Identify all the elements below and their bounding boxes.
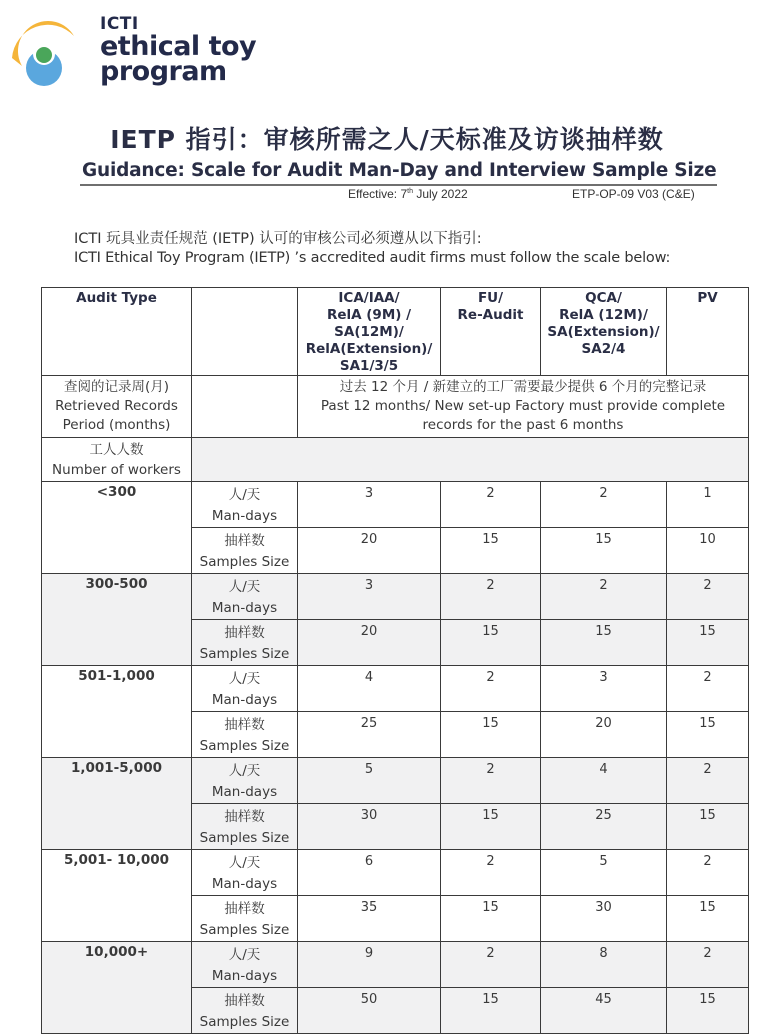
band-range: [42, 850, 192, 942]
metric-mandays-en: Man-days: [211, 876, 278, 892]
samples-value-text: 50: [360, 992, 378, 1007]
samples-value-text: 45: [595, 992, 612, 1007]
samples-value: [541, 896, 667, 942]
samples-value-text: 20: [595, 716, 612, 731]
metric-samples: [192, 896, 298, 942]
metric-samples-en: Samples Size: [199, 830, 290, 846]
column-header-qca: [541, 288, 667, 376]
icti-logo: [4, 10, 92, 98]
metric-mandays-en: Man-days: [211, 692, 278, 708]
column-header-fu: [441, 288, 541, 376]
records-label-en2: Period (months): [62, 417, 171, 433]
logo-green-dot: [36, 47, 52, 63]
samples-value-text: 15: [699, 808, 716, 823]
samples-value: [667, 804, 749, 850]
samples-value: [667, 988, 749, 1034]
band-range-label: 1,001-5,000: [70, 760, 162, 776]
mandays-value: [441, 482, 541, 528]
band-mandays-row: [42, 850, 749, 896]
audit-type-header: [42, 288, 192, 376]
samples-value-text: 15: [699, 992, 716, 1007]
metric-samples-en: Samples Size: [199, 738, 290, 754]
samples-value: [441, 988, 541, 1034]
samples-value-text: 10: [699, 532, 716, 547]
samples-value-text: 15: [699, 900, 716, 915]
samples-value-text: 15: [595, 532, 612, 547]
col-qca-line1: QCA/: [585, 290, 622, 306]
mandays-value: [441, 758, 541, 804]
metric-samples-cn: 抽样数: [224, 809, 265, 825]
mandays-value: [667, 666, 749, 712]
samples-value-text: 15: [482, 624, 499, 639]
brand-org: ICTI: [100, 14, 139, 34]
mandays-value-text: 6: [364, 854, 374, 869]
col-ica-line2: RelA (9M) /: [326, 307, 412, 323]
worker-bands: [42, 482, 749, 1034]
logo-mark-icon: [4, 10, 92, 98]
metric-samples-en: Samples Size: [199, 554, 290, 570]
band-mandays-row: [42, 574, 749, 620]
col-fu-line2: Re-Audit: [457, 307, 524, 323]
metric-samples: [192, 712, 298, 758]
metric-mandays: [192, 482, 298, 528]
audit-scale-table: [41, 287, 749, 1034]
records-label-cn: 查阅的记录周(月): [63, 379, 170, 395]
mandays-value-text: 8: [599, 946, 608, 961]
metric-samples-en: Samples Size: [199, 922, 290, 938]
band-range-label: 501-1,000: [78, 668, 155, 684]
mandays-value: [298, 850, 441, 896]
mandays-value-text: 2: [703, 854, 712, 869]
page-title-en: Guidance: Scale for Audit Man-Day and Interview Sample Size: [82, 160, 717, 181]
metric-mandays-en: Man-days: [211, 968, 278, 984]
mandays-value-text: 4: [364, 670, 374, 685]
samples-value-text: 30: [595, 900, 612, 915]
column-header-pv: [667, 288, 749, 376]
samples-value-text: 15: [699, 624, 716, 639]
mandays-value: [667, 574, 749, 620]
metric-mandays-cn: 人/天: [228, 579, 261, 595]
metric-mandays: [192, 850, 298, 896]
mandays-value-text: 2: [486, 854, 495, 869]
mandays-value-text: 2: [599, 578, 608, 593]
records-value-en2: records for the past 6 months: [422, 417, 624, 433]
mandays-value-text: 2: [486, 578, 495, 593]
band-range: [42, 482, 192, 574]
samples-value: [441, 712, 541, 758]
metric-samples-cn: 抽样数: [224, 993, 265, 1009]
records-value-en1: Past 12 months/ New set-up Factory must provide complete: [320, 398, 726, 414]
samples-value: [298, 896, 441, 942]
col-fu-line1: FU/: [477, 290, 504, 306]
mandays-value-text: 2: [486, 762, 495, 777]
mandays-value: [667, 850, 749, 896]
mandays-value: [541, 574, 667, 620]
samples-value: [441, 528, 541, 574]
metric-mandays-cn: 人/天: [228, 671, 261, 687]
band-range: [42, 666, 192, 758]
mandays-value: [298, 482, 441, 528]
metric-samples-cn: 抽样数: [224, 901, 265, 917]
brand-line1: ethical toy: [100, 31, 257, 62]
mandays-value-text: 2: [703, 578, 712, 593]
band-range: [42, 574, 192, 666]
band-mandays-row: [42, 942, 749, 988]
band-range-label: <300: [96, 484, 137, 500]
metric-mandays-en: Man-days: [211, 784, 278, 800]
samples-value-text: 20: [360, 532, 378, 547]
metric-mandays: [192, 758, 298, 804]
mandays-value: [541, 850, 667, 896]
samples-value-text: 15: [482, 532, 499, 547]
mandays-value-text: 2: [486, 670, 495, 685]
metric-mandays: [192, 574, 298, 620]
samples-value: [541, 988, 667, 1034]
effective-date: [348, 187, 468, 201]
mandays-value-text: 2: [599, 486, 608, 501]
samples-value: [298, 804, 441, 850]
mandays-value-text: 2: [703, 762, 712, 777]
metric-samples-en: Samples Size: [199, 1014, 290, 1030]
mandays-value-text: 4: [599, 762, 608, 777]
mandays-value-text: 3: [364, 578, 374, 593]
samples-value-text: 15: [482, 992, 499, 1007]
band-range-label: 10,000+: [84, 944, 149, 960]
page-title-cn: IETP 指引：审核所需之人/天标准及访谈抽样数: [110, 125, 664, 154]
col-qca-line4: SA2/4: [581, 341, 626, 357]
mandays-value-text: 3: [599, 670, 608, 685]
metric-mandays-en: Man-days: [211, 508, 278, 524]
mandays-value-text: 2: [486, 946, 495, 961]
col-qca-line2: RelA (12M)/: [559, 307, 648, 323]
samples-value: [298, 528, 441, 574]
records-period-row: [42, 376, 749, 438]
samples-value-text: 25: [595, 808, 612, 823]
samples-value: [441, 804, 541, 850]
mandays-value-text: 2: [703, 670, 712, 685]
mandays-value-text: 1: [703, 486, 712, 501]
metric-samples: [192, 988, 298, 1034]
effective-label: Effective: 7: [348, 187, 408, 201]
samples-value-text: 15: [595, 624, 612, 639]
samples-value-text: 15: [699, 716, 716, 731]
mandays-value: [541, 758, 667, 804]
samples-value: [667, 528, 749, 574]
col-ica-line4: RelA(Extension)/: [305, 341, 433, 357]
samples-value: [298, 712, 441, 758]
metric-samples-cn: 抽样数: [224, 625, 265, 641]
workers-header-row: [42, 438, 749, 482]
metric-samples-cn: 抽样数: [224, 533, 265, 549]
effective-sup: th: [407, 188, 413, 195]
brand-line2: program: [100, 56, 227, 87]
samples-value: [298, 620, 441, 666]
mandays-value: [541, 942, 667, 988]
mandays-value: [298, 758, 441, 804]
samples-value: [441, 896, 541, 942]
band-mandays-row: [42, 758, 749, 804]
col-pv-line1: PV: [697, 290, 718, 306]
metric-mandays-en: Man-days: [211, 600, 278, 616]
metric-samples-cn: 抽样数: [224, 717, 265, 733]
table-header-row: [42, 288, 749, 376]
metric-mandays: [192, 666, 298, 712]
document-number: ETP-OP-09 V03 (C&E): [572, 187, 695, 201]
mandays-value: [298, 666, 441, 712]
col-ica-line3: SA(12M)/: [334, 324, 404, 340]
mandays-value: [667, 758, 749, 804]
metric-samples: [192, 620, 298, 666]
workers-label-cn: 工人人数: [89, 442, 144, 458]
samples-value: [541, 712, 667, 758]
mandays-value: [441, 574, 541, 620]
samples-value-text: 25: [360, 716, 378, 731]
samples-value: [667, 896, 749, 942]
samples-value: [667, 712, 749, 758]
samples-value: [541, 620, 667, 666]
workers-shaded-cell: [192, 438, 749, 482]
audit-type-label: Audit Type: [76, 290, 157, 306]
samples-value-text: 15: [482, 900, 499, 915]
samples-value: [541, 528, 667, 574]
col-ica-line5: SA1/3/5: [339, 358, 399, 374]
workers-label-en: Number of workers: [52, 462, 181, 478]
mandays-value-text: 9: [364, 946, 374, 961]
intro-cn: ICTI 玩具业责任规范 (IETP) 认可的审核公司必须遵从以下指引:: [74, 231, 482, 247]
records-value-cell: [298, 376, 749, 438]
records-empty-cell: [192, 376, 298, 438]
samples-value-text: 15: [482, 808, 499, 823]
samples-value: [667, 620, 749, 666]
mandays-value: [441, 942, 541, 988]
workers-label-cell: [42, 438, 192, 482]
mandays-value-text: 2: [703, 946, 712, 961]
effective-rest: July 2022: [413, 187, 468, 201]
metric-mandays-cn: 人/天: [228, 947, 261, 963]
band-range-label: 5,001- 10,000: [63, 852, 170, 868]
metric-samples: [192, 528, 298, 574]
records-label-en1: Retrieved Records: [55, 398, 178, 414]
samples-value: [441, 620, 541, 666]
mandays-value: [541, 666, 667, 712]
band-range: [42, 942, 192, 1034]
mandays-value-text: 5: [599, 854, 608, 869]
band-range-label: 300-500: [85, 576, 148, 592]
samples-value-text: 20: [360, 624, 378, 639]
band-mandays-row: [42, 666, 749, 712]
samples-value: [541, 804, 667, 850]
records-label-cell: [42, 376, 192, 438]
mandays-value: [667, 482, 749, 528]
mandays-value: [541, 482, 667, 528]
title-divider: [80, 184, 717, 186]
samples-value-text: 30: [360, 808, 378, 823]
brand-name: [100, 14, 257, 87]
mandays-value: [298, 942, 441, 988]
metric-samples: [192, 804, 298, 850]
intro-en: ICTI Ethical Toy Program (IETP) ’s accredited audit firms must follow the scale below:: [74, 250, 671, 266]
band-mandays-row: [42, 482, 749, 528]
mandays-value: [441, 666, 541, 712]
empty-header-cell: [192, 288, 298, 376]
band-range: [42, 758, 192, 850]
metric-mandays-cn: 人/天: [228, 763, 261, 779]
column-header-ica: [298, 288, 441, 376]
metric-samples-en: Samples Size: [199, 646, 290, 662]
records-value-cn: 过去 12 个月 / 新建立的工厂需要最少提供 6 个月的完整记录: [339, 379, 707, 395]
col-ica-line1: ICA/IAA/: [338, 290, 400, 306]
mandays-value: [441, 850, 541, 896]
mandays-value: [298, 574, 441, 620]
metric-mandays-cn: 人/天: [228, 855, 261, 871]
mandays-value: [667, 942, 749, 988]
samples-value: [298, 988, 441, 1034]
mandays-value-text: 2: [486, 486, 495, 501]
mandays-value-text: 5: [364, 762, 374, 777]
mandays-value-text: 3: [364, 486, 374, 501]
metric-mandays-cn: 人/天: [228, 487, 261, 503]
samples-value-text: 35: [360, 900, 378, 915]
col-qca-line3: SA(Extension)/: [547, 324, 660, 340]
samples-value-text: 15: [482, 716, 499, 731]
metric-mandays: [192, 942, 298, 988]
